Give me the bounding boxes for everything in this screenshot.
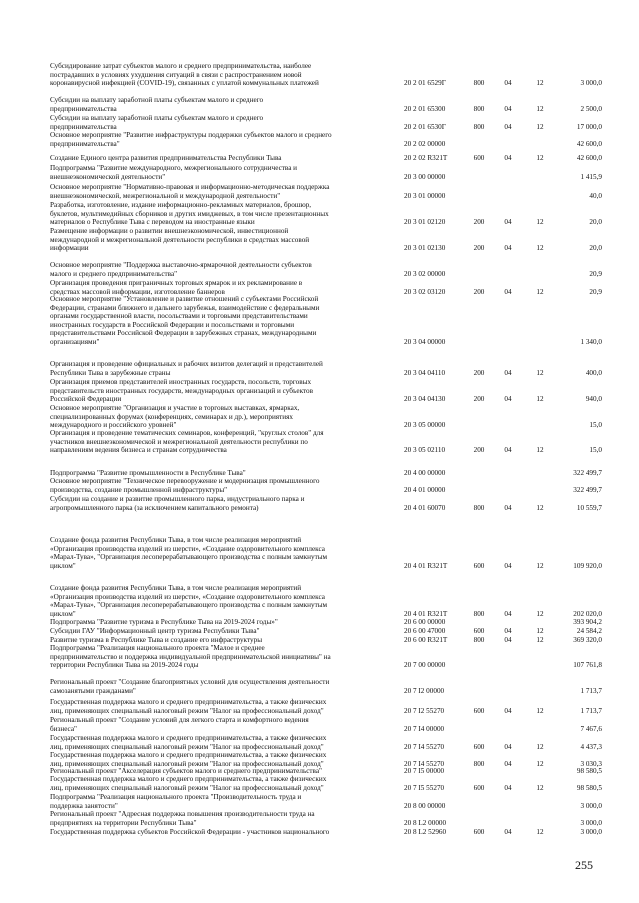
row-amount: 20,9 [589,287,602,296]
row-section: 04 [504,287,512,296]
row-expense-type: 600 [473,706,485,715]
row-expense-type: 600 [473,561,485,570]
row-amount: 369 320,0 [573,636,602,644]
row-code: 20 7 I4 55270 [404,759,445,768]
row-section: 04 [504,609,512,618]
row-section: 04 [504,395,512,404]
row-amount: 4 437,3 [580,742,602,751]
row-code: 20 4 00 00000 [404,469,446,477]
row-code: 20 6 00 00000 [404,618,446,626]
table-row [0,644,639,670]
row-subsection: 12 [536,218,544,227]
row-name: Региональный проект "Создание условий для легкого старта и комфортного ведения бизнеса" [50,716,309,733]
table-row [0,154,639,163]
row-section: 04 [504,122,512,131]
row-expense-type: 200 [473,218,485,227]
row-subsection: 12 [536,828,544,836]
row-name: Подпрограмма "Реализация национального проекта "Малое и среднее предпринимательство и поддержка индивидуальной предпринимательской инициативы" на территории Республики Тыва на 2019-2024 годы [50,644,331,670]
row-subsection: 12 [536,783,544,792]
row-name: Государственная поддержка субъектов Российской Федерации - участников национального [50,828,330,836]
table-row [0,360,639,377]
row-code: 20 7 00 00000 [404,661,446,670]
row-name: Размещение информации о развитии внешнеэкономической, инвестиционной международной и межрегиональной деятельности республики в средствах массовой информации [50,227,310,253]
row-code: 20 3 02 03120 [404,287,446,296]
row-amount: 109 920,0 [573,561,602,570]
row-amount: 3 000,0 [580,79,602,88]
table-row [0,775,639,792]
row-amount: 1 415,9 [580,172,602,181]
table-row [0,96,639,113]
row-code: 20 7 I4 00000 [404,724,445,733]
row-amount: 2 500,0 [580,104,602,113]
row-code: 20 7 I2 55270 [404,706,445,715]
row-amount: 40,0 [589,191,602,200]
table-row [0,295,639,347]
row-section: 04 [504,503,512,512]
row-amount: 940,0 [585,395,602,404]
row-code: 20 3 04 04130 [404,395,446,404]
row-code: 20 7 I5 55270 [404,783,445,792]
row-name: Региональный проект "Акселерация субъектов малого и среднего предпринимательства" [50,767,322,775]
row-code: 20 4 01 R321Т [404,609,448,618]
row-name: Разработка, изготовление, издание информационно-рекламных материалов, брошюр, буклетов, мультимедийных сборников и других имиджевых, в том числе презентационных материалов о Республике Тыва с переводом на иностранные языки [50,201,329,227]
row-name: Государственная поддержка малого и среднего предпринимательства, а также физических лиц, применяющих специальный налоговый режим "Налог на профессиональный доход" [50,751,327,768]
row-section: 04 [504,783,512,792]
row-expense-type: 800 [473,503,485,512]
row-amount: 17 000,0 [576,122,602,131]
row-subsection: 12 [536,446,544,455]
table-row [0,183,639,200]
row-code: 20 3 01 02130 [404,244,446,253]
table-row [0,261,639,278]
row-expense-type: 200 [473,446,485,455]
row-code: 20 6 00 R321Т [404,636,448,644]
row-subsection: 12 [536,636,544,644]
table-row [0,279,639,296]
row-subsection: 12 [536,287,544,296]
row-amount: 1 713,7 [580,706,602,715]
row-name: Создание Единого центра развития предпринимательства Республики Тыва [50,154,282,162]
table-row [0,810,639,827]
row-name: Создание фонда развития Республики Тыва, в том числе реализация мероприятий «Организация производства изделий из шерсти», «Создание оздоровительного комплекса «Марал-Тува», "Организация лесоперерабатывающего производства с полным замкнутым циклом" [50,584,328,618]
row-subsection: 12 [536,561,544,570]
row-subsection: 12 [536,122,544,131]
table-row [0,495,639,512]
table-row [0,429,639,455]
row-amount: 202 020,0 [573,609,602,618]
row-name: Основное мероприятие "Техническое перевооружение и модернизация промышленного производства, создание промышленной инфраструктуры" [50,477,320,494]
page-number: 255 [575,858,593,872]
row-expense-type: 800 [473,759,485,768]
row-code: 20 4 01 R321Т [404,561,448,570]
row-name: Региональный проект "Создание благоприятных условий для осуществления деятельности самозанятыми гражданами" [50,678,330,695]
row-expense-type: 200 [473,244,485,253]
row-code: 20 3 01 02120 [404,218,446,227]
row-amount: 322 499,7 [573,485,602,494]
row-amount: 3 030,3 [580,759,602,768]
row-name: Организация и проведение тематических семинаров, конференций, "круглых столов" для участников внешнеэкономической и межрегиональной деятельности республики по направлениям ведения бизнеса и странам сотрудничества [50,429,324,455]
row-amount: 24 584,2 [576,627,602,635]
row-name: Государственная поддержка малого и среднего предпринимательства, а также физических лиц, применяющих специальный налоговый режим "Налог на профессиональный доход" [50,775,327,792]
row-amount: 42 600,0 [576,139,602,148]
row-amount: 15,0 [589,421,602,430]
row-section: 04 [504,828,512,836]
row-expense-type: 800 [473,79,485,88]
table-row [0,404,639,430]
row-amount: 400,0 [585,368,602,377]
row-amount: 98 580,5 [576,767,602,775]
row-name: Основное мероприятие "Организация и участие в торговых выставках, ярмарках, специализированных форумах (конференциях, семинарах и др.), мероприятиях международного и российского уровней" [50,404,300,430]
row-section: 04 [504,636,512,644]
row-name: Государственная поддержка малого и среднего предпринимательства, а также физических лиц, применяющих специальный налоговый режим "Налог на профессиональный доход" [50,698,327,715]
table-row [0,62,639,88]
row-expense-type: 800 [473,636,485,644]
row-section: 04 [504,759,512,768]
row-name: Субсидии на выплату заработной платы субъектам малого и среднего предпринимательства [50,114,264,131]
row-name: Основное мероприятие "Установление и развитие отношений с субъектами Российской Федерации, странами ближнего и дальнего зарубежья, взаимодействие с федеральными органами государственной власти, посольствами и торговыми представительствами иностранных государств в Российской Федерации и посольствами и торговыми представительствами Российской Федерации в зарубежных странах, международными организациями" [50,295,320,346]
row-name: Организация и проведение официальных и рабочих визитов делегаций и представителей Республики Тыва в зарубежные страны [50,360,323,377]
row-amount: 1 713,7 [580,686,602,695]
table-row [0,114,639,131]
row-name: Подпрограмма "Реализация национального проекта "Производительность труда и поддержка занятости" [50,793,302,810]
table-row [0,227,639,253]
row-section: 04 [504,706,512,715]
row-name: Основное мероприятие "Поддержка выставочно-ярмарочной деятельности субъектов малого и среднего предпринимательства" [50,261,312,278]
table-row [0,751,639,768]
table-row [0,201,639,227]
row-expense-type: 600 [473,154,485,162]
row-amount: 1 340,0 [580,338,602,346]
table-row [0,131,639,148]
row-code: 20 8 L2 00000 [404,818,447,827]
row-amount: 322 499,7 [573,469,602,477]
row-subsection: 12 [536,154,544,162]
table-row [0,793,639,810]
row-section: 04 [504,154,512,162]
row-subsection: 12 [536,244,544,253]
row-subsection: 12 [536,79,544,88]
table-row [0,828,639,837]
row-section: 04 [504,368,512,377]
row-name: Субсидирование затрат субъектов малого и среднего предпринимательства, наиболее пострадавших в условиях ухудшения ситуаций в связи с распространением новой коронавирусной инфекцией (COVID-19), связанных с уплатой коммунальных платежей [50,62,319,88]
row-code: 20 3 05 00000 [404,421,446,430]
row-amount: 20,0 [589,218,602,227]
row-code: 20 7 I5 00000 [404,767,445,775]
row-subsection: 12 [536,627,544,635]
row-code: 20 3 04 04110 [404,368,446,377]
row-amount: 98 580,5 [576,783,602,792]
row-name: Подпрограмма "Развитие промышленности в Республике Тыва" [50,469,246,477]
row-name: Основное мероприятие "Развитие инфраструктуры поддержки субъектов малого и среднего предпринимательства" [50,131,332,148]
row-section: 04 [504,742,512,751]
row-amount: 42 600,0 [576,154,602,162]
row-amount: 393 904,2 [573,618,602,626]
row-name: Подпрограмма "Развитие туризма в Республике Тыва на 2019-2024 годы»" [50,618,278,626]
row-section: 04 [504,218,512,227]
row-subsection: 12 [536,368,544,377]
row-name: Субсидии на выплату заработной платы субъектам малого и среднего предпринимательства [50,96,264,113]
row-subsection: 12 [536,742,544,751]
row-name: Создание фонда развития Республики Тыва, в том числе реализация мероприятий «Организация производства изделий из шерсти», «Создание оздоровительного комплекса «Марал-Тува», "Организация лесоперерабатывающего производства с полным замкнутым циклом" [50,536,328,570]
row-subsection: 12 [536,395,544,404]
row-code: 20 4 01 60070 [404,503,446,512]
row-expense-type: 800 [473,104,485,113]
row-expense-type: 600 [473,627,485,635]
table-row [0,536,639,570]
row-expense-type: 800 [473,122,485,131]
row-code: 20 7 I2 00000 [404,686,445,695]
table-row [0,378,639,404]
row-name: Подпрограмма "Развитие международного, межрегионального сотрудничества и внешнеэкономической деятельности" [50,164,298,181]
row-code: 20 2 01 6529Г [404,79,446,88]
row-name: Основное мероприятие "Нормативно-правовая и информационно-методическая поддержка внешнеэкономической, межрегиональной и международной деятельности" [50,183,330,200]
row-code: 20 2 01 65300 [404,104,446,113]
row-expense-type: 200 [473,395,485,404]
row-amount: 7 467,6 [580,724,602,733]
row-section: 04 [504,104,512,113]
table-row [0,477,639,494]
row-code: 20 6 00 47000 [404,627,446,635]
row-code: 20 3 04 00000 [404,338,446,346]
row-section: 04 [504,244,512,253]
row-code: 20 2 02 R321Т [404,154,448,162]
row-name: Субсидии на создание и развитие промышленного парка, индустриального парка и агропромышленного парка (за исключением капитального ремонта) [50,495,305,512]
row-name: Региональный проект "Адресная поддержка повышения производительности труда на предприятиях на территории Республики Тыва" [50,810,315,827]
row-subsection: 12 [536,104,544,113]
row-name: Организация приемов представителей иностранных государств, посольств, торговых представительств иностранных государств, международных организаций и субъектов Российской Федерации [50,378,314,404]
row-name: Организация проведения приграничных торговых ярмарок и их рекламирование в средствах массовой информации, изготовление баннеров [50,279,303,296]
row-section: 04 [504,446,512,455]
row-expense-type: 200 [473,287,485,296]
row-section: 04 [504,627,512,635]
row-subsection: 12 [536,609,544,618]
row-amount: 3 000,0 [580,818,602,827]
row-amount: 107 761,8 [573,661,602,670]
row-name: Развитие туризма в Республике Тыва и создание его инфраструктуры [50,636,263,644]
row-amount: 20,9 [589,269,602,278]
row-subsection: 12 [536,706,544,715]
row-section: 04 [504,79,512,88]
row-expense-type: 600 [473,783,485,792]
row-expense-type: 600 [473,742,485,751]
row-amount: 15,0 [589,446,602,455]
row-code: 20 8 00 00000 [404,801,446,810]
table-row [0,716,639,733]
row-code: 20 3 02 00000 [404,269,446,278]
row-subsection: 12 [536,503,544,512]
row-expense-type: 200 [473,368,485,377]
table-row [0,164,639,181]
row-subsection: 12 [536,759,544,768]
row-name: Государственная поддержка малого и среднего предпринимательства, а также физических лиц, применяющих специальный налоговый режим "Налог на профессиональный доход" [50,734,327,751]
row-code: 20 3 00 00000 [404,172,446,181]
row-code: 20 4 01 00000 [404,485,446,494]
table-row [0,627,639,636]
table-row [0,584,639,618]
row-amount: 20,0 [589,244,602,253]
row-amount: 3 000,0 [580,828,602,836]
row-code: 20 8 L2 52960 [404,828,447,836]
row-expense-type: 800 [473,609,485,618]
row-code: 20 7 I4 55270 [404,742,445,751]
row-expense-type: 600 [473,828,485,836]
table-row [0,698,639,715]
row-section: 04 [504,561,512,570]
row-amount: 10 559,7 [576,503,602,512]
row-code: 20 2 01 6530Г [404,122,446,131]
row-name: Субсидии ГАУ "Информационный центр туризма Республики Тыва" [50,627,260,635]
row-code: 20 3 05 02110 [404,446,446,455]
row-amount: 3 000,0 [580,801,602,810]
table-row [0,618,639,627]
table-row [0,678,639,695]
row-code: 20 3 01 00000 [404,191,446,200]
row-code: 20 2 02 00000 [404,139,446,148]
table-row [0,734,639,751]
